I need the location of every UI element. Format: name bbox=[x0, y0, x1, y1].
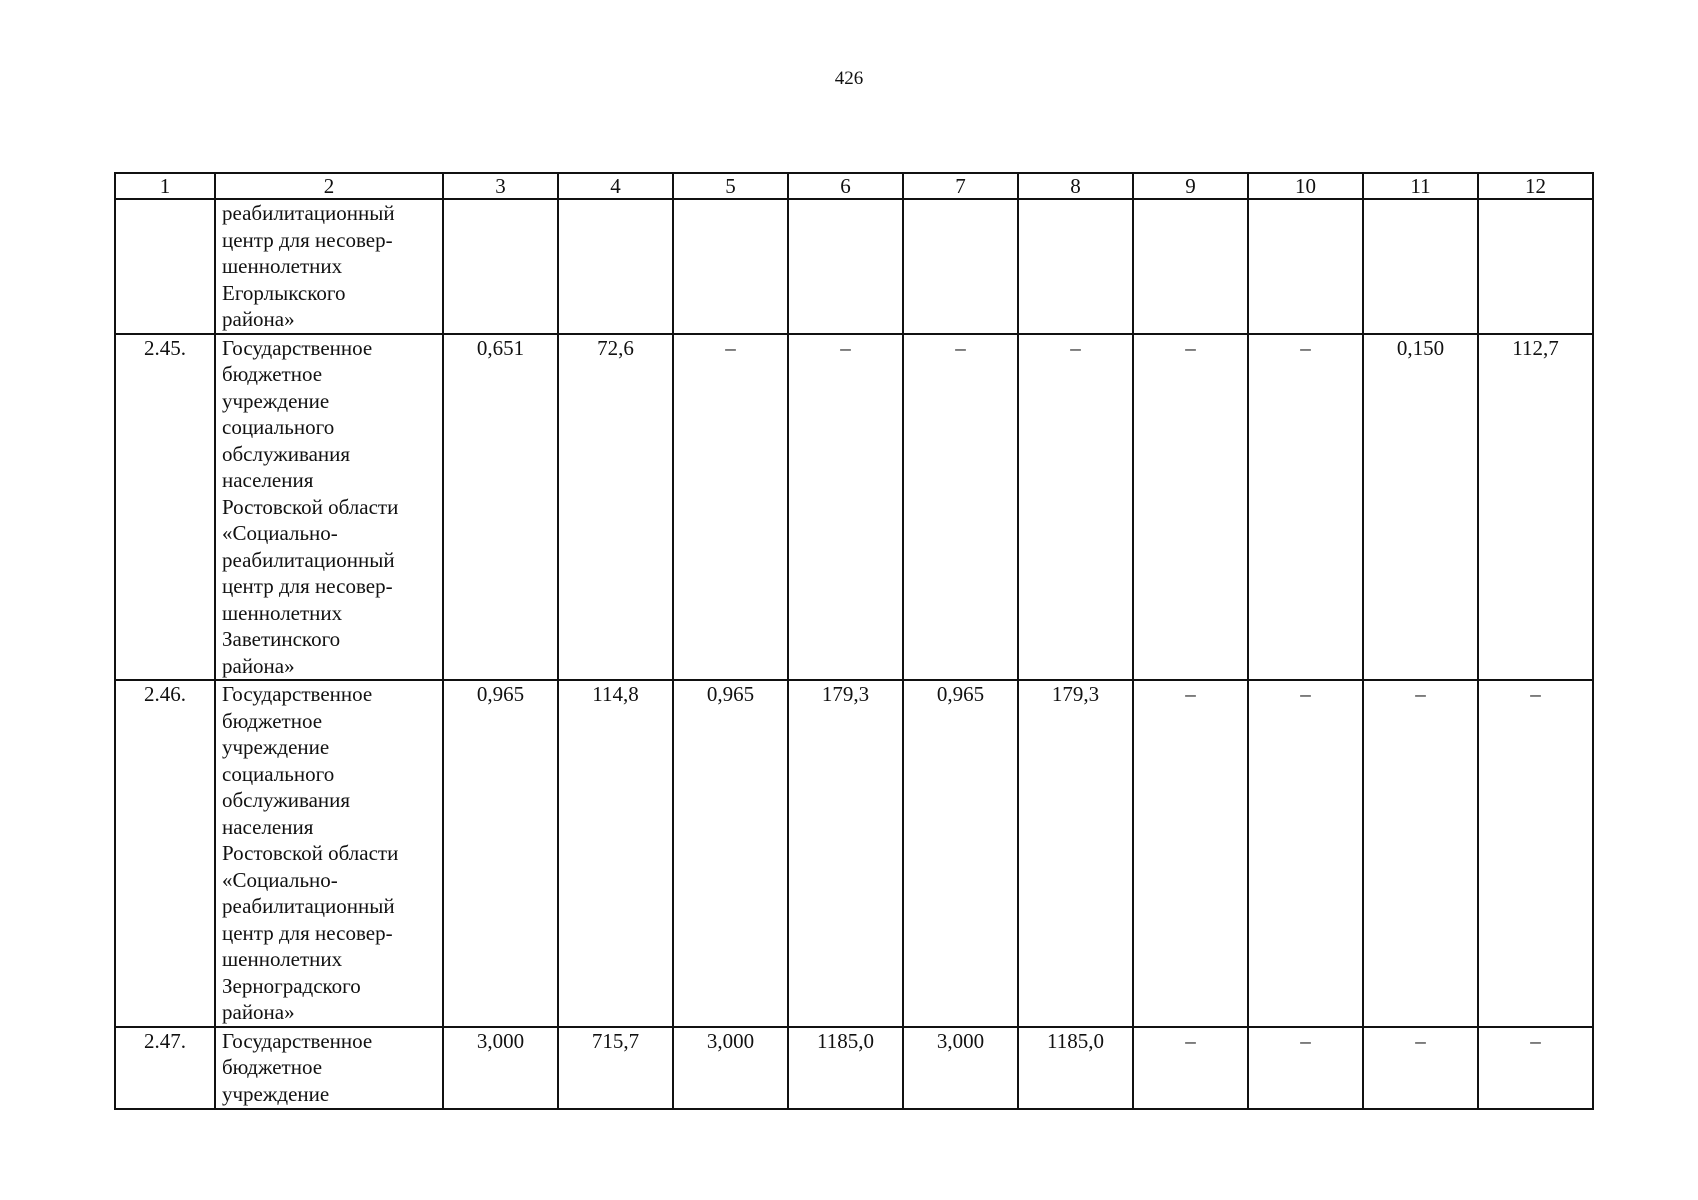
value-cell: 0,150 bbox=[1363, 334, 1478, 681]
column-header: 2 bbox=[215, 173, 443, 199]
value-cell bbox=[558, 199, 673, 334]
table-row bbox=[115, 199, 1593, 334]
column-header: 9 bbox=[1133, 173, 1248, 199]
column-header: 12 bbox=[1478, 173, 1593, 199]
column-header: 3 bbox=[443, 173, 558, 199]
value-cell: – bbox=[1133, 1027, 1248, 1109]
table-row bbox=[115, 680, 1593, 1027]
value-cell: 114,8 bbox=[558, 680, 673, 1027]
row-number: 2.45. bbox=[115, 334, 215, 681]
value-cell: – bbox=[673, 334, 788, 681]
value-cell bbox=[1018, 199, 1133, 334]
value-cell: 1185,0 bbox=[788, 1027, 903, 1109]
row-number bbox=[115, 199, 215, 334]
column-header: 6 bbox=[788, 173, 903, 199]
value-cell bbox=[1478, 199, 1593, 334]
value-cell: 72,6 bbox=[558, 334, 673, 681]
value-cell: 179,3 bbox=[1018, 680, 1133, 1027]
value-cell: – bbox=[1133, 680, 1248, 1027]
value-cell: 112,7 bbox=[1478, 334, 1593, 681]
column-header: 10 bbox=[1248, 173, 1363, 199]
value-cell: 179,3 bbox=[788, 680, 903, 1027]
value-cell bbox=[1248, 199, 1363, 334]
value-cell: – bbox=[1363, 1027, 1478, 1109]
row-number: 2.46. bbox=[115, 680, 215, 1027]
value-cell: – bbox=[1248, 680, 1363, 1027]
page-number: 426 bbox=[834, 68, 864, 89]
column-header: 7 bbox=[903, 173, 1018, 199]
value-cell: 1185,0 bbox=[1018, 1027, 1133, 1109]
value-cell bbox=[788, 199, 903, 334]
data-table bbox=[114, 172, 1594, 1110]
value-cell: 3,000 bbox=[903, 1027, 1018, 1109]
value-cell bbox=[443, 199, 558, 334]
column-header: 8 bbox=[1018, 173, 1133, 199]
institution-name: Государственное бюджетное учреждение bbox=[215, 1027, 443, 1109]
value-cell: – bbox=[1248, 1027, 1363, 1109]
column-header: 4 bbox=[558, 173, 673, 199]
value-cell bbox=[673, 199, 788, 334]
institution-name: Государственное бюджетное учреждение социального обслуживания населения Ростовской области «Социально- реабилитационный центр для несовер- шеннолетних Зерноградского района» bbox=[215, 680, 443, 1027]
institution-name: реабилитационный центр для несовер- шеннолетних Егорлыкского района» bbox=[215, 199, 443, 334]
header-row bbox=[115, 173, 1593, 199]
value-cell: – bbox=[1363, 680, 1478, 1027]
table-row bbox=[115, 334, 1593, 681]
value-cell: – bbox=[1248, 334, 1363, 681]
value-cell bbox=[903, 199, 1018, 334]
value-cell: 0,965 bbox=[673, 680, 788, 1027]
row-number: 2.47. bbox=[115, 1027, 215, 1109]
value-cell: 0,965 bbox=[903, 680, 1018, 1027]
value-cell bbox=[1363, 199, 1478, 334]
value-cell: 3,000 bbox=[443, 1027, 558, 1109]
table-row bbox=[115, 1027, 1593, 1109]
value-cell: – bbox=[903, 334, 1018, 681]
value-cell: – bbox=[788, 334, 903, 681]
value-cell: – bbox=[1478, 680, 1593, 1027]
table-header bbox=[115, 173, 1593, 199]
institution-name: Государственное бюджетное учреждение социального обслуживания населения Ростовской области «Социально- реабилитационный центр для несовер- шеннолетних Заветинского района» bbox=[215, 334, 443, 681]
value-cell bbox=[1133, 199, 1248, 334]
value-cell: – bbox=[1133, 334, 1248, 681]
value-cell: – bbox=[1018, 334, 1133, 681]
value-cell: – bbox=[1478, 1027, 1593, 1109]
column-header: 1 bbox=[115, 173, 215, 199]
value-cell: 3,000 bbox=[673, 1027, 788, 1109]
value-cell: 0,651 bbox=[443, 334, 558, 681]
column-header: 11 bbox=[1363, 173, 1478, 199]
value-cell: 715,7 bbox=[558, 1027, 673, 1109]
value-cell: 0,965 bbox=[443, 680, 558, 1027]
column-header: 5 bbox=[673, 173, 788, 199]
